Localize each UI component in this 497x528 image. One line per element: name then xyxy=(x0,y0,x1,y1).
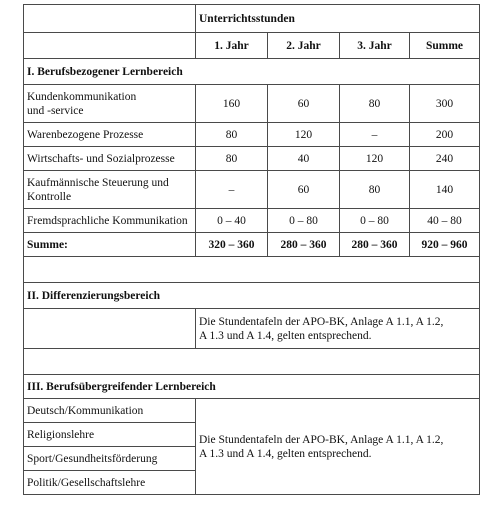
header-empty-cell xyxy=(24,33,196,59)
spacer-row xyxy=(24,349,480,375)
section-row xyxy=(24,283,480,309)
header-group-cell: Unterrichtsstunden xyxy=(196,5,480,33)
note-cell: Die Stundentafeln der APO-BK, Anlage A 1.1, A 1.2, A 1.3 und A 1.4, gelten entsprechend. xyxy=(196,309,480,349)
table-wrapper xyxy=(23,4,480,495)
value-cell: 140 xyxy=(410,171,480,209)
value-cell: 80 xyxy=(196,123,268,147)
section-title: II. Differenzierungsbereich xyxy=(24,283,480,309)
lesson-hours-table xyxy=(23,4,480,495)
header-empty-cell xyxy=(24,5,196,33)
section-row xyxy=(24,375,480,399)
spacer-cell xyxy=(24,349,480,375)
row-label: Religionslehre xyxy=(24,423,196,447)
sum-cell: 320 – 360 xyxy=(196,233,268,257)
value-cell: 80 xyxy=(196,147,268,171)
value-cell: 80 xyxy=(340,171,410,209)
row-label: Kundenkommunikation und -service xyxy=(24,85,196,123)
column-header-sum: Summe xyxy=(410,33,480,59)
sum-cell: 280 – 360 xyxy=(340,233,410,257)
column-header-year-2: 2. Jahr xyxy=(268,33,340,59)
sum-cell: 920 – 960 xyxy=(410,233,480,257)
section-row xyxy=(24,59,480,85)
value-cell: – xyxy=(340,123,410,147)
section-title: III. Berufsübergreifender Lernbereich xyxy=(24,375,480,399)
sum-row xyxy=(24,233,480,257)
column-header-year-3: 3. Jahr xyxy=(340,33,410,59)
value-cell: 0 – 40 xyxy=(196,209,268,233)
column-header-year-1: 1. Jahr xyxy=(196,33,268,59)
table-row xyxy=(24,399,480,423)
value-cell: 0 – 80 xyxy=(268,209,340,233)
table-row xyxy=(24,171,480,209)
row-label: Kaufmännische Steuerung und Kontrolle xyxy=(24,171,196,209)
spacer-cell xyxy=(24,257,480,283)
row-label: Politik/Gesellschaftslehre xyxy=(24,471,196,495)
value-cell: 120 xyxy=(340,147,410,171)
row-label: Wirtschafts- und Sozialprozesse xyxy=(24,147,196,171)
table-row xyxy=(24,209,480,233)
row-label: Warenbezogene Prozesse xyxy=(24,123,196,147)
value-cell: 160 xyxy=(196,85,268,123)
row-label: Deutsch/Kommunikation xyxy=(24,399,196,423)
value-cell: – xyxy=(196,171,268,209)
empty-label-cell xyxy=(24,309,196,349)
value-cell: 40 xyxy=(268,147,340,171)
value-cell: 40 – 80 xyxy=(410,209,480,233)
value-cell: 60 xyxy=(268,171,340,209)
header-row-columns xyxy=(24,33,480,59)
row-label: Sport/Gesundheitsförderung xyxy=(24,447,196,471)
row-label: Fremdsprachliche Kommunikation xyxy=(24,209,196,233)
header-row-group xyxy=(24,5,480,33)
sum-label: Summe: xyxy=(24,233,196,257)
value-cell: 240 xyxy=(410,147,480,171)
table-row xyxy=(24,85,480,123)
spacer-row xyxy=(24,257,480,283)
value-cell: 60 xyxy=(268,85,340,123)
table-row xyxy=(24,309,480,349)
note-cell: Die Stundentafeln der APO-BK, Anlage A 1.1, A 1.2, A 1.3 und A 1.4, gelten entsprechend. xyxy=(196,399,480,495)
table-row xyxy=(24,147,480,171)
value-cell: 0 – 80 xyxy=(340,209,410,233)
section-title: I. Berufsbezogener Lernbereich xyxy=(24,59,480,85)
value-cell: 300 xyxy=(410,85,480,123)
table-row xyxy=(24,123,480,147)
value-cell: 80 xyxy=(340,85,410,123)
value-cell: 120 xyxy=(268,123,340,147)
sum-cell: 280 – 360 xyxy=(268,233,340,257)
value-cell: 200 xyxy=(410,123,480,147)
